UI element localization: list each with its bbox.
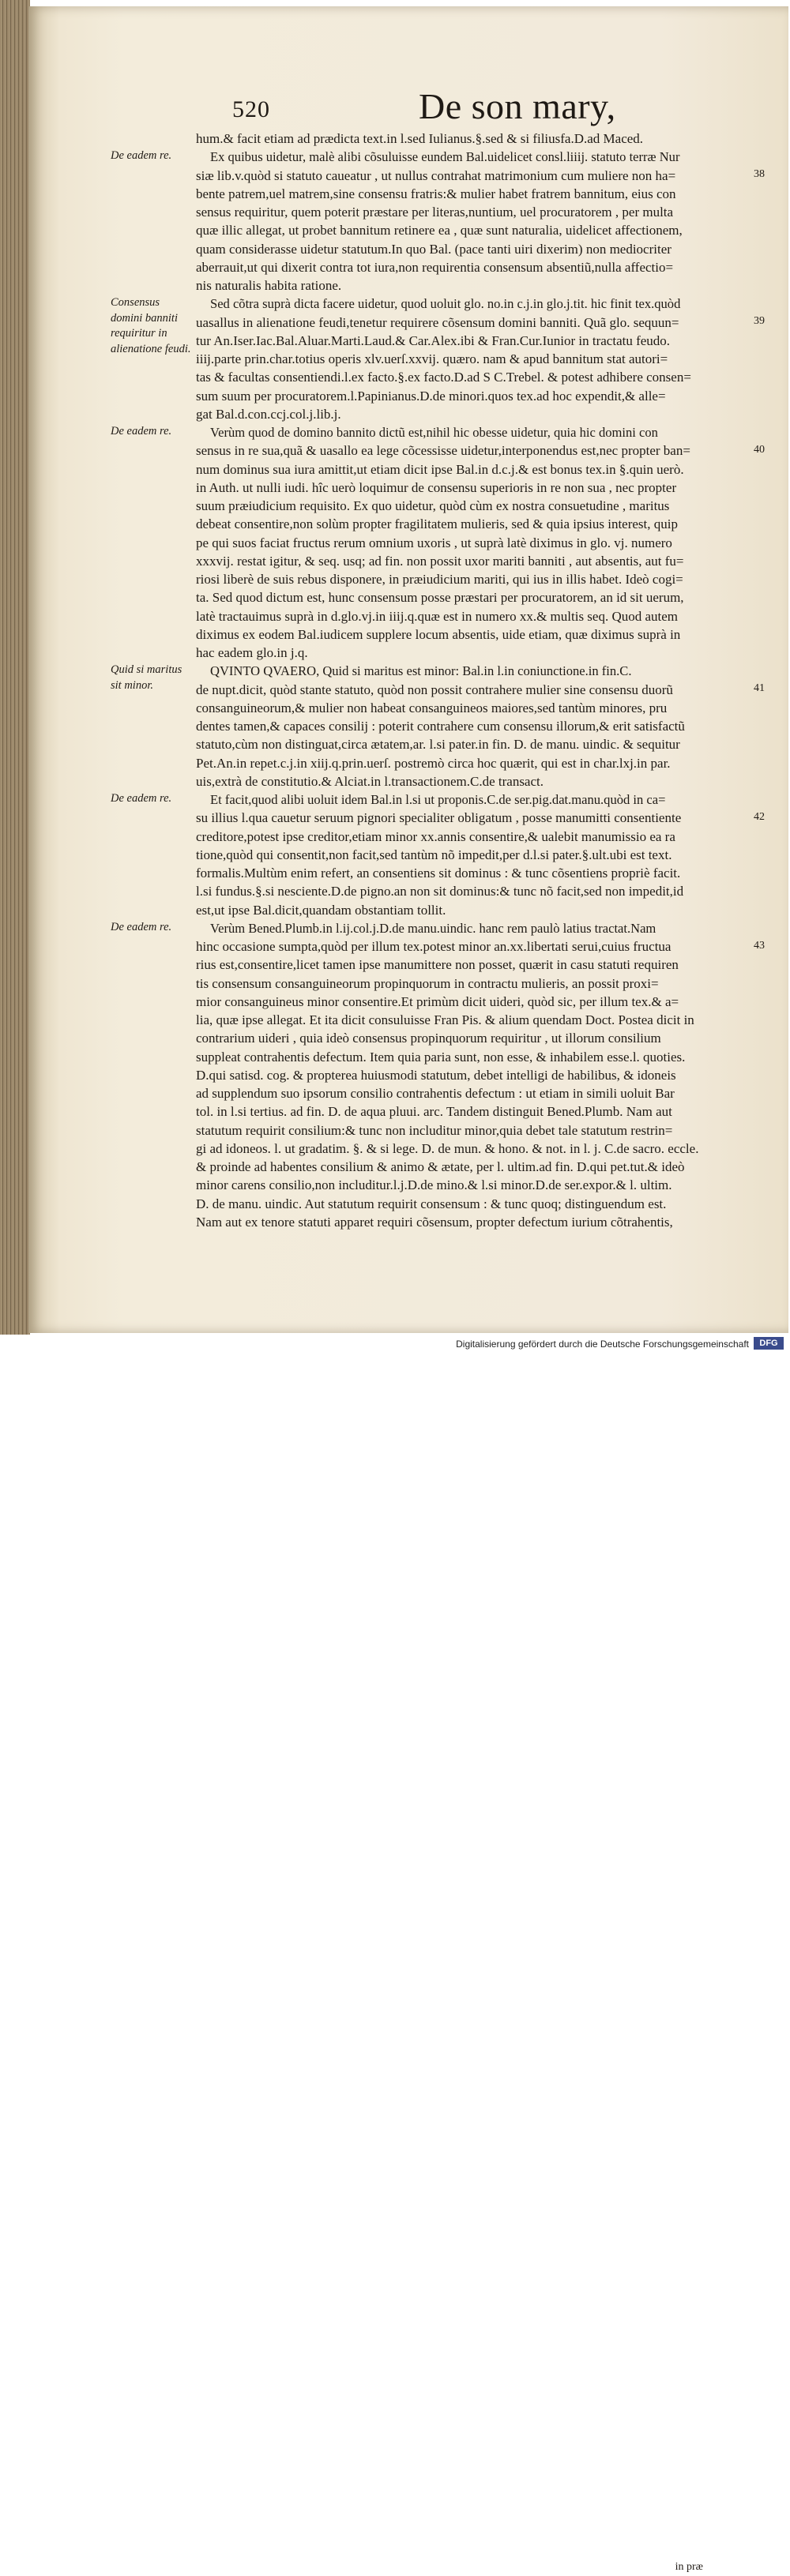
text-line: contrarium uideri , quia ideò consensus propinquorum requiritur , ut illorum consilium bbox=[196, 1031, 661, 1046]
dfg-logo: DFG bbox=[754, 1337, 784, 1350]
margin-note: Quid si maritus sit minor. bbox=[111, 663, 182, 692]
text-line: sum suum per procuratorem.l.Papinianus.D.de minori.quos tex.ad hoc expendit,& alle= bbox=[196, 388, 666, 404]
catchword: in præ bbox=[675, 2561, 703, 2573]
section-number: 39 bbox=[754, 315, 765, 328]
section-number: 38 bbox=[754, 168, 765, 181]
text-line: hac eadem glo.in j.q. bbox=[196, 645, 308, 660]
text-line: tis consensum consanguineorum propinquorum in contractu mulieris, an possit proxi= bbox=[196, 975, 659, 991]
text-line: Pet.An.in repet.c.j.in xiij.q.prin.uerſ. postremò circa hoc quærit, qui est in char.lxj.in par. bbox=[196, 755, 671, 771]
text-line: formalis.Multùm enim refert, an consentiens sit dominus : & tunc cõsentiens propriè facit. bbox=[196, 866, 681, 881]
text-line: latè tractauimus suprà in d.glo.vj.in iiij.q.quæ est in numero xx.& multis seq. Quod autem bbox=[196, 608, 679, 624]
text-line: D.qui satisd. cog. & propterea huiusmodi statutum, debet intelligi de habilibus, & idoneis bbox=[196, 1067, 676, 1083]
text-line: est,ut ipse Bal.dicit,quandam obstantiam tollit. bbox=[196, 902, 446, 918]
text-line: siæ lib.v.quòd si statuto caueatur , ut nullus contrahat matrimonium cum muliere non ha= bbox=[196, 167, 676, 183]
text-line: diximus ex eodem Bal.iudicem supplere locum absentis, uide etiam, quæ diximus suprà in bbox=[196, 626, 681, 642]
digitization-footer bbox=[0, 1335, 790, 1354]
text-line: su illius l.qua cauetur seruum pignori specialiter obligatum , posse manumitti consentiente bbox=[196, 810, 682, 826]
text-line: Verùm quod de domino bannito dictũ est,nihil hic obesse uidetur, quia hic domini con bbox=[210, 425, 658, 440]
text-line: D. de manu. uindic. Aut statutum requirit consensum : & tunc quoq; distinguendum est. bbox=[196, 1196, 667, 1211]
margin-note: De eadem re. bbox=[111, 920, 172, 933]
paragraph bbox=[111, 790, 766, 919]
text-line: aberrauit,ut qui dixerit contra tot iura,non requirentia consensum absentiũ,nulla affectio= bbox=[196, 259, 674, 275]
section-number: 42 bbox=[754, 811, 765, 823]
text-line: lia, quæ ipse allegat. Et ita dicit consuluisse Fran Pis. & alium quendam Doct. Postea dicit in bbox=[196, 1012, 694, 1027]
section-number: 40 bbox=[754, 444, 765, 456]
text-line: ta. Sed quod dictum est, hunc consensum posse præstari per procuratorem, an id sit uerum, bbox=[196, 590, 684, 606]
text-line: num dominus sua iura amittit,ut etiam dicit ipse Bal.in d.c.j.& est bonus tex.in §.quin uerò. bbox=[196, 461, 684, 477]
text-line: suppleat contrahentis defectum. Item quia paria sunt, non esse, & inhabilem esse.l. quoties. bbox=[196, 1049, 686, 1065]
text-line: suum præiudicium requisito. Ex quo uidetur, quòd cùm ex nostra consuetudine , maritus bbox=[196, 498, 670, 513]
paragraph bbox=[111, 148, 766, 295]
text-line: gi ad idoneos. l. ut gradatim. §. & si lege. D. de mun. & hono. & not. in l. j. C.de sacro. eccle. bbox=[196, 1140, 699, 1156]
text-line: riosi liberè de suis rebus disponere, in præiudicium mariti, qui ius in illis habet. Ideò cogi= bbox=[196, 572, 683, 587]
text-line: l.si fundus.§.si nesciente.D.de pigno.an non sit dominus:& tunc nõ facit,sed non impedit,id bbox=[196, 884, 684, 899]
text-line: uasallus in alienatione feudi,tenetur requirere cõsensum domini banniti. Quã glo. sequun= bbox=[196, 314, 679, 330]
text-line: tione,quòd qui consentit,non facit,sed tantùm nõ impedit,per d.l.si pater.§.ult.ubi est text. bbox=[196, 847, 672, 862]
running-title: De son mary, bbox=[419, 86, 616, 126]
margin-note: De eadem re. bbox=[111, 425, 172, 437]
text-line: pe qui suos faciat fructus rerum omnium uxoris , ut suprà latè diximus in glo. vj. numero bbox=[196, 535, 672, 550]
text-line: hinc occasione sumpta,quòd per illum tex.potest minor an.xx.libertati serui,cuius fructua bbox=[196, 939, 672, 954]
text-line: uis,extrà de constitutio.& Alciat.in l.transactionem.C.de transact. bbox=[196, 773, 544, 789]
text-line: ad supplendum suo ipsorum consilio contrahentis defectum : ut etiam in simili uoluit Bar bbox=[196, 1086, 675, 1101]
text-line: xxxvij. restat igitur, & seq. usq; ad fin. non possit uxor mariti banniti , aut absentis, aut fu= bbox=[196, 553, 684, 569]
text-line: quam considerasse uidetur statutum.In quo Bal. (pace tanti uiri dixerim) non mediocriter bbox=[196, 241, 672, 257]
text-line: & proinde ad habentes consilium & animo & ætate, per l. ultim.ad fin. D.qui pet.tut.& ideò bbox=[196, 1159, 685, 1174]
text-line: minor carens consilio,non includitur.l.j.D.de mino.& l.si minor.D.de ser.expor.& l. ultim. bbox=[196, 1177, 672, 1193]
paragraph bbox=[111, 662, 766, 790]
margin-note: De eadem re. bbox=[111, 149, 172, 163]
text-line: Sed cõtra suprà dicta facere uidetur, quod uoluit glo. no.in c.j.in glo.j.tit. hic finit tex.quòd bbox=[210, 296, 681, 312]
text-line: debeat consentire,non solùm propter fragilitatem mulieris, sed & quia ipsius interest, quip bbox=[196, 516, 678, 532]
text-line: tas & facultas consentiendi.l.ex facto.§.ex facto.D.ad S C.Trebel. & potest adhibere consen= bbox=[196, 370, 691, 385]
text-line: rius est,consentire,licet tamen ipse manumittere non posset, quærit in casu statuti requiren bbox=[196, 957, 679, 973]
text-line: nis naturalis habita ratione. bbox=[196, 278, 342, 293]
section-number: 43 bbox=[754, 939, 765, 952]
margin-note: Consensus domini banniti requiritur in alienatione feudi. bbox=[111, 296, 191, 355]
text-line: Ex quibus uidetur, malè alibi cõsuluisse eundem Bal.uidelicet consl.liiij. statuto terræ Nur bbox=[210, 149, 680, 165]
text-line: statuto,cùm non distinguat,circa ætatem,ar. l.si pater.in fin. D. de manu. uindic. & sequitur bbox=[196, 737, 680, 753]
text-line: bente patrem,uel matrem,sine consensu fratris:& mulier habet fratrem bannitum, eius con bbox=[196, 186, 676, 201]
paragraph bbox=[111, 295, 766, 423]
text-line: iiij.parte prin.char.totius operis xlv.uerſ.xxvij. quæro. nam & apud bannitum stat autori= bbox=[196, 351, 668, 366]
text-line: tur An.Iser.Iac.Bal.Aluar.Marti.Laud.& Car.Alex.ibi & Fran.Cur.Iunior in tractatu feudo. bbox=[196, 332, 671, 348]
margin-note: De eadem re. bbox=[111, 792, 172, 805]
text-line: Verùm Bened.Plumb.in l.ij.col.j.D.de manu.uindic. hanc rem paulò latius tractat.Nam bbox=[210, 920, 656, 936]
text-line: Et facit,quod alibi uoluit idem Bal.in l.si ut proponis.C.de ser.pig.dat.manu.quòd in ca= bbox=[210, 792, 666, 807]
text-line: sensus requiritur, quem poterit præstare per literas,nuntium, uel procuratorem , per multa bbox=[196, 205, 674, 220]
text-line: QVINTO QVAERO, Quid si maritus est minor: Bal.in l.in coniunctione.in fin.C. bbox=[210, 663, 632, 679]
text-line: statutum requirit consilium:& tunc non includitur minor,quia debet tale statutum restrin= bbox=[196, 1122, 673, 1138]
paragraph bbox=[111, 130, 766, 148]
text-line: gat Bal.d.con.ccj.col.j.lib.j. bbox=[196, 406, 341, 422]
paragraph bbox=[111, 423, 766, 662]
section-number: 41 bbox=[754, 682, 765, 695]
text-line: Nam aut ex tenore statuti apparet requiri cõsensum, propter defectum iurium cõtrahentis, bbox=[196, 1214, 673, 1230]
book-edge bbox=[0, 0, 30, 1335]
text-line: sensus in re sua,quã & uasallo ea lege cõcessisse uidetur,interponendus est,nec propter ban= bbox=[196, 443, 690, 459]
text-line: mior consanguineus minor consentire.Et primùm dicit uideri, quòd sic, per illum tex.& a= bbox=[196, 993, 679, 1009]
text-line: dentes tamen,& capaces consilij : poterit contrahere cum consensu illorum,& erit satisfactũ bbox=[196, 719, 685, 734]
page-number: 520 bbox=[232, 96, 270, 122]
text-line: quæ illic allegat, ut probet bannitum retinere ea , quæ sunt naturalia, uidelicet affectionem, bbox=[196, 223, 683, 238]
text-line: creditore,potest ipse creditor,etiam minor xx.annis consentire,& ualebit manumissio ea ra bbox=[196, 828, 675, 844]
text-line: consanguineorum,& mulier non habeat consanguineos maiores,sed tantùm minores, pru bbox=[196, 700, 668, 715]
text-line: hum.& facit etiam ad prædicta text.in l.sed Iulianus.§.sed & si filiusfa.D.ad Maced. bbox=[196, 131, 644, 146]
text-line: in Auth. ut nulli iudi. hîc uerò loquimur de consensu superioris in re non sua , nec propter bbox=[196, 479, 677, 495]
funding-notice: Digitalisierung gefördert durch die Deutsche Forschungsgemeinschaft bbox=[456, 1339, 749, 1350]
text-line: tol. in l.si tertius. ad fin. D. de aqua pluui. arc. Tandem distinguit Bened.Plumb. Nam aut bbox=[196, 1104, 672, 1120]
paragraph bbox=[111, 919, 766, 1231]
page-header bbox=[232, 85, 706, 133]
text-line: de nupt.dicit, quòd stante statuto, quòd non possit contrahere mulier sine consensu duorũ bbox=[196, 682, 673, 697]
